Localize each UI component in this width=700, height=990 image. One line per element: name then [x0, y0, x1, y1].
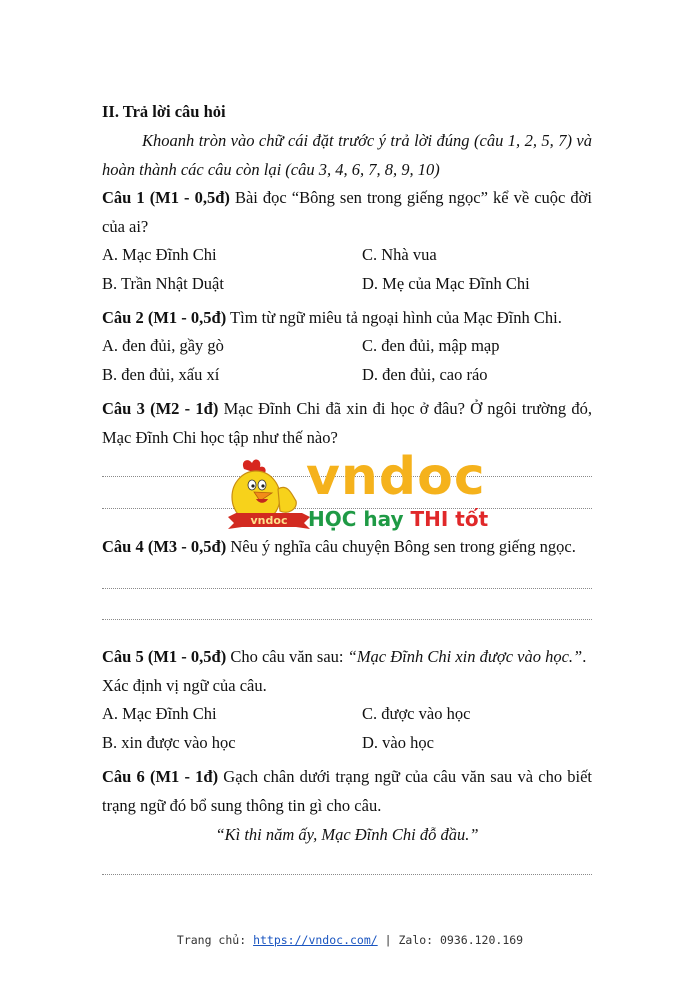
- question-5-quoted-sentence: “Mạc Đĩnh Chi xin được vào học.”: [347, 647, 583, 666]
- question-1-label: Câu 1 (M1 - 0,5đ): [102, 188, 230, 207]
- question-6-line-2: trạng ngữ đó bổ sung thông tin gì cho câu.: [102, 796, 382, 815]
- question-2-label: Câu 2 (M1 - 0,5đ): [102, 308, 227, 327]
- question-3: Câu 3 (M2 - 1đ) Mạc Đĩnh Chi đã xin đi học ở đâu? Ở ngôi trường đó,: [102, 399, 593, 418]
- homepage-link[interactable]: https://vndoc.com/: [253, 933, 378, 947]
- question-2-option-a[interactable]: A. đen đủi, gầy gò: [102, 336, 224, 355]
- question-1: Câu 1 (M1 - 0,5đ) Bài đọc “Bông sen trong giếng ngọc” kể về cuộc đời: [102, 188, 592, 207]
- question-4: Câu 4 (M3 - 0,5đ) Nêu ý nghĩa câu chuyện Bông sen trong giếng ngọc.: [102, 537, 576, 556]
- zalo-contact: Zalo: 0936.120.169: [398, 933, 524, 947]
- question-5-line-2: Xác định vị ngữ của câu.: [102, 676, 267, 695]
- question-5-label: Câu 5 (M1 - 0,5đ): [102, 647, 227, 666]
- svg-text:vndoc: vndoc: [250, 514, 288, 527]
- page-footer: Trang chủ: https://vndoc.com/ | Zalo: 0936.120.169: [176, 933, 524, 947]
- answer-line[interactable]: [102, 588, 592, 589]
- answer-line[interactable]: [102, 619, 592, 620]
- question-4-label: Câu 4 (M3 - 0,5đ): [102, 537, 227, 556]
- question-2-option-d[interactable]: D. đen đủi, cao ráo: [362, 365, 488, 384]
- question-1-option-b[interactable]: B. Trần Nhật Duật: [102, 274, 224, 293]
- question-6-label: Câu 6 (M1 - 1đ): [102, 767, 219, 786]
- vndoc-tagline: HỌC hay THI tốt: [308, 507, 489, 531]
- question-5-option-b[interactable]: B. xin được vào học: [102, 733, 236, 752]
- question-2-option-c[interactable]: C. đen đủi, mập mạp: [362, 336, 500, 355]
- question-2-option-b[interactable]: B. đen đủi, xấu xí: [102, 365, 220, 384]
- answer-line[interactable]: [102, 874, 592, 875]
- question-5: Câu 5 (M1 - 0,5đ) Cho câu văn sau: “Mạc Đĩnh Chi xin được vào học.”.: [102, 647, 587, 666]
- question-6-quote: “Kì thi năm ấy, Mạc Đĩnh Chi đỗ đầu.”: [215, 825, 479, 844]
- question-1-line-2: của ai?: [102, 217, 149, 236]
- question-6: Câu 6 (M1 - 1đ) Gạch chân dưới trạng ngữ của câu văn sau và cho biết: [102, 767, 592, 786]
- question-1-option-c[interactable]: C. Nhà vua: [362, 245, 437, 264]
- vndoc-watermark-logo: [226, 447, 489, 535]
- instruction-line-2: hoàn thành các câu còn lại (câu 3, 4, 6, 7, 8, 9, 10): [102, 160, 440, 179]
- question-2: Câu 2 (M1 - 0,5đ) Tìm từ ngữ miêu tả ngoại hình của Mạc Đĩnh Chi.: [102, 308, 562, 327]
- question-3-label: Câu 3 (M2 - 1đ): [102, 399, 219, 418]
- question-5-option-c[interactable]: C. được vào học: [362, 704, 471, 723]
- question-1-option-a[interactable]: A. Mạc Đĩnh Chi: [102, 245, 217, 264]
- instruction-line-1: Khoanh tròn vào chữ cái đặt trước ý trả lời đúng (câu 1, 2, 5, 7) và: [142, 131, 592, 150]
- question-1-option-d[interactable]: D. Mẹ của Mạc Đĩnh Chi: [362, 274, 530, 293]
- question-3-line-2: Mạc Đĩnh Chi học tập như thế nào?: [102, 428, 338, 447]
- chicken-mascot-icon: [226, 455, 312, 535]
- section-title: II. Trả lời câu hỏi: [102, 102, 226, 121]
- vndoc-wordmark: vndoc: [306, 447, 486, 507]
- question-5-option-a[interactable]: A. Mạc Đĩnh Chi: [102, 704, 217, 723]
- question-5-option-d[interactable]: D. vào học: [362, 733, 434, 752]
